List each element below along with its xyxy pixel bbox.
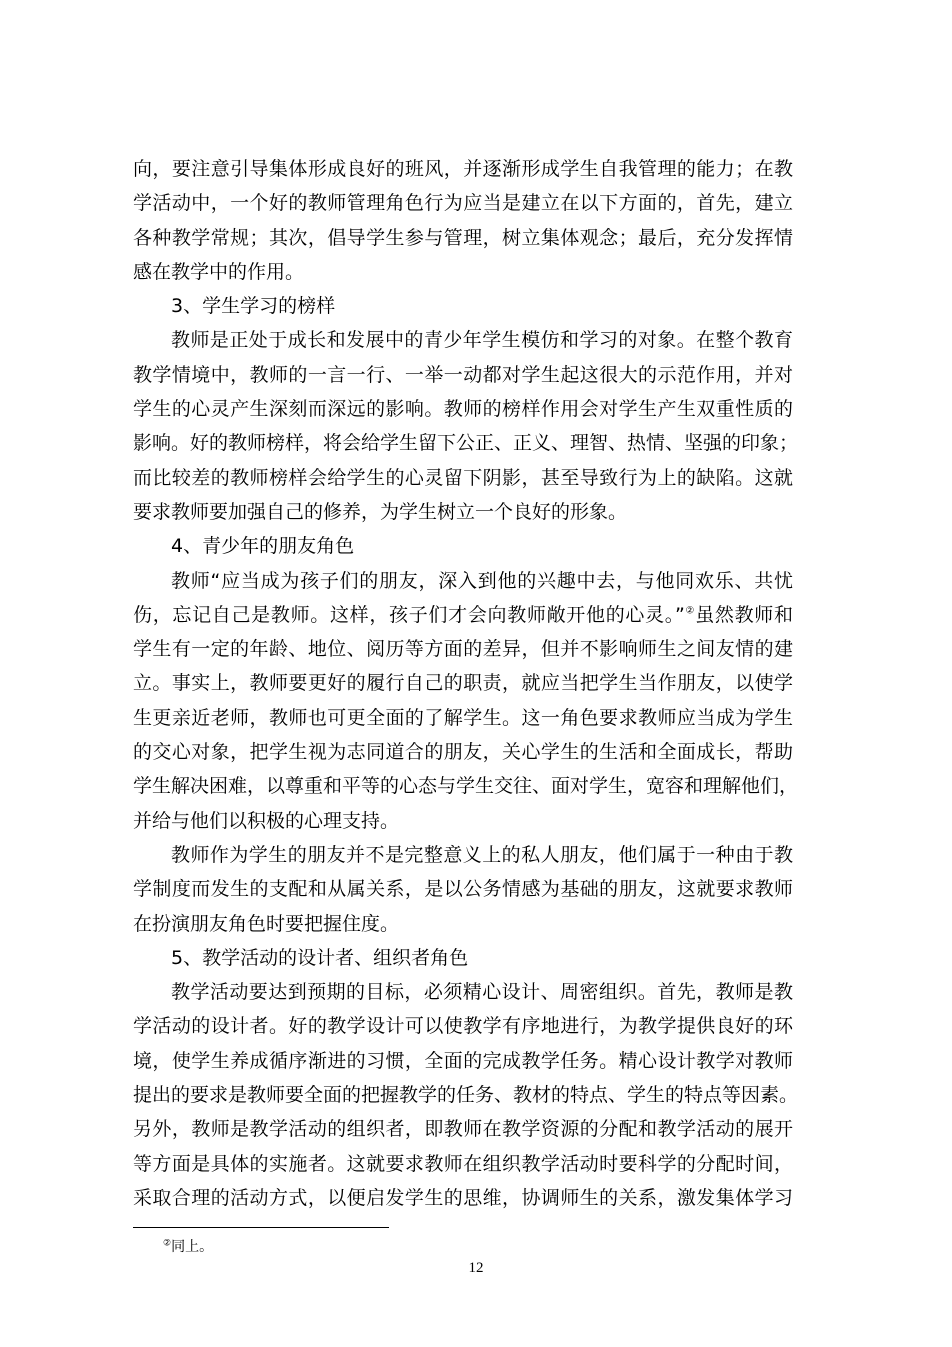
text-line: 学生有一定的年龄、地位、阅历等方面的差异，但并不影响师生之间友情的建 — [133, 638, 793, 661]
text-segment: 虽然教师和 — [695, 603, 793, 626]
text-line: 各种教学常规；其次，倡导学生参与管理，树立集体观念；最后，充分发挥情 — [133, 226, 793, 249]
section-heading-5: 5、教学活动的设计者、组织者角色 — [171, 946, 469, 969]
page-number: 12 — [468, 1260, 484, 1276]
text-line: 的交心对象，把学生视为志同道合的朋友，关心学生的生活和全面成长，帮助 — [133, 741, 793, 764]
text-line: 感在教学中的作用。 — [133, 260, 305, 283]
text-line: 教学情境中，教师的一言一行、一举一动都对学生起这很大的示范作用，并对 — [133, 363, 793, 386]
text-line: 学生解决困难，以尊重和平等的心态与学生交往、面对学生，宽容和理解他们， — [133, 775, 799, 798]
text-line: 教师是正处于成长和发展中的青少年学生模仿和学习的对象。在整个教育 — [171, 329, 793, 352]
text-line: 学生的心灵产生深刻而深远的影响。教师的榜样作用会对学生产生双重性质的 — [133, 398, 793, 421]
text-line: 在扮演朋友角色时要把握住度。 — [133, 912, 400, 935]
footnote-reference: ② — [684, 605, 696, 617]
footnote — [163, 1237, 213, 1257]
text-line: 教师“应当成为孩子们的朋友，深入到他的兴趣中去，与他同欢乐、共忧 — [171, 569, 793, 592]
section-heading-4: 4、青少年的朋友角色 — [171, 535, 355, 558]
section-heading-3: 3、学生学习的榜样 — [171, 295, 336, 318]
footnote-text: 同上。 — [171, 1239, 214, 1255]
text-line: 教师作为学生的朋友并不是完整意义上的私人朋友，他们属于一种由于教 — [171, 843, 793, 866]
text-line: 向，要注意引导集体形成良好的班风，并逐渐形成学生自我管理的能力；在教 — [133, 158, 793, 180]
text-line: 等方面是具体的实施者。这就要求教师在组织教学活动时要科学的分配时间， — [133, 1152, 793, 1175]
text-line: 而比较差的教师榜样会给学生的心灵留下阴影，甚至导致行为上的缺陷。这就 — [133, 466, 793, 489]
text-line: 另外，教师是教学活动的组织者，即教师在教学资源的分配和教学活动的展开 — [133, 1118, 793, 1141]
text-line: 要求教师要加强自己的修养，为学生树立一个良好的形象。 — [133, 500, 628, 523]
text-line: 立。事实上，教师要更好的履行自己的职责，就应当把学生当作朋友，以使学 — [133, 672, 793, 695]
text-line: 教学活动要达到预期的目标，必须精心设计、周密组织。首先，教师是教 — [171, 981, 793, 1004]
text-line: 学活动的设计者。好的教学设计可以使教学有序地进行，为教学提供良好的环 — [133, 1015, 793, 1038]
text-line: 并给与他们以积极的心理支持。 — [133, 809, 400, 832]
text-line: 学活动中，一个好的教师管理角色行为应当是建立在以下方面的，首先，建立 — [133, 192, 793, 215]
body-text — [133, 152, 799, 1215]
footnote-separator — [133, 1227, 389, 1228]
text-line: 影响。好的教师榜样，将会给学生留下公正、正义、理智、热情、坚强的印象； — [133, 432, 799, 455]
text-line: 境，使学生养成循序渐进的习惯，全面的完成教学任务。精心设计教学对教师 — [133, 1049, 793, 1072]
text-line: 学制度而发生的支配和从属关系，是以公务情感为基础的朋友，这就要求教师 — [133, 878, 793, 901]
text-segment: 伤，忘记自己是教师。这样，孩子们才会向教师敞开他的心灵。” — [133, 603, 685, 626]
text-line: 生更亲近老师，教师也可更全面的了解学生。这一角色要求教师应当成为学生 — [133, 706, 793, 729]
text-line: 提出的要求是教师要全面的把握教学的任务、教材的特点、学生的特点等因素。 — [133, 1084, 799, 1107]
footnote-marker: ② — [163, 1238, 172, 1249]
text-line-with-footnote-ref — [133, 598, 793, 632]
text-line: 采取合理的活动方式，以便启发学生的思维，协调师生的关系，激发集体学习 — [133, 1186, 793, 1209]
